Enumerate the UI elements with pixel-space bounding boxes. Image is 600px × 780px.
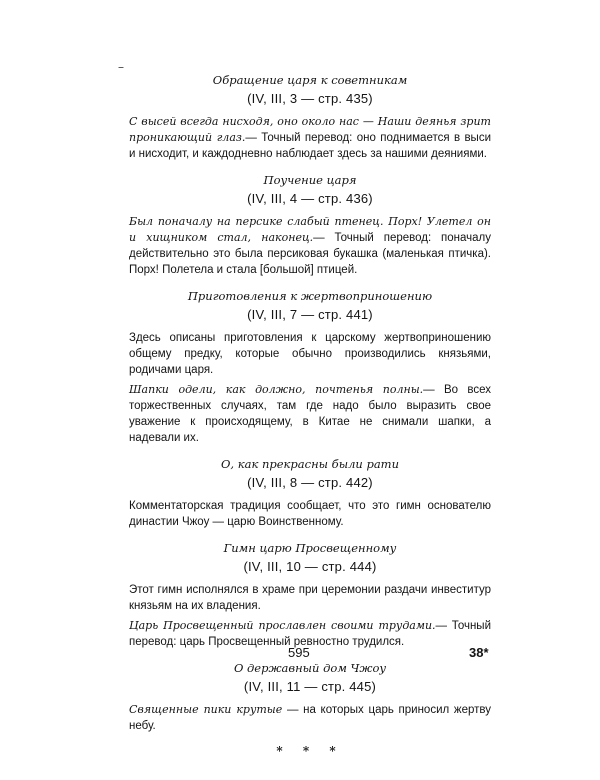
commentary-text: Здесь описаны приготовления к царскому жертвоприношению общему предку, которые обычно производились князьями, родичами царя. <box>129 332 491 376</box>
margin-mark: – <box>118 60 124 74</box>
commentary-text: Этот гимн исполнялся в храме при церемонии раздачи инвеститур князьям на их владения. <box>129 584 491 612</box>
section-divider: * * * <box>276 744 344 758</box>
section-heading: Обращение царя к советникам <box>212 73 408 87</box>
commentary-text: — Точный перевод: поначалу действительно это была персиковая букашка (маленькая птичка). Порх! Полетела и стала [большой] птицей. <box>129 232 492 276</box>
commentary-text: — Во всех торжественных случаях, там где надо было выразить свое уважение к происходящему, в Китае не снимали шапки, а надевали их. <box>129 384 491 444</box>
section-reference: (IV, III, 11 — стр. 445) <box>243 679 377 694</box>
quoted-verse: Шапки одели, как должно, почтенья полны. <box>129 383 424 396</box>
section <box>129 456 491 530</box>
section-reference: (IV, III, 7 — стр. 441) <box>247 307 373 322</box>
section <box>129 72 491 162</box>
paragraph <box>129 498 491 530</box>
section-reference: (IV, III, 4 — стр. 436) <box>247 191 373 206</box>
paragraph <box>129 582 491 614</box>
section-heading: Поучение царя <box>263 173 357 187</box>
paragraph <box>129 702 491 734</box>
section <box>129 172 491 278</box>
commentary-text: Комментаторская традиция сообщает, что это гимн основателю династии Чжоу — царю Воинственному. <box>129 500 491 528</box>
quoted-verse: С высей всегда нисходя, оно около нас — Наши деянья зрит проникающий глаз. <box>129 115 491 144</box>
page-number: 595 <box>288 645 310 660</box>
section-heading: Гимн царю Просвещенному <box>223 541 397 555</box>
commentary-body <box>129 72 491 758</box>
section-reference: (IV, III, 10 — стр. 444) <box>243 559 377 574</box>
paragraph <box>129 382 491 446</box>
paragraph <box>129 618 491 650</box>
section <box>129 288 491 446</box>
quoted-verse: Священные пики крутые <box>129 703 283 716</box>
section-heading: Приготовления к жертвоприношению <box>187 289 433 303</box>
section <box>129 660 491 734</box>
section-heading: О державный дом Чжоу <box>233 661 387 675</box>
quoted-verse: Был поначалу на персике слабый птенец. Порх! Улетел он и хищником стал, наконец. <box>129 215 491 244</box>
commentary-text: — Точный перевод: царь Просвещенный ревностно трудился. <box>129 620 491 648</box>
section <box>129 540 491 650</box>
paragraph <box>129 214 491 278</box>
section-reference: (IV, III, 8 — стр. 442) <box>247 475 373 490</box>
section-heading: О, как прекрасны были рати <box>221 457 399 471</box>
paragraph <box>129 330 491 378</box>
paragraph <box>129 114 491 162</box>
commentary-text: — Точный перевод: оно поднимается в выси и нисходит, и каждодневно наблюдает здесь за нашими деяниями. <box>129 132 491 160</box>
quoted-verse: Царь Просвещенный прославлен своими трудами. <box>129 619 436 632</box>
commentary-text: — на которых царь приносил жертву небу. <box>129 704 491 732</box>
section-reference: (IV, III, 3 — стр. 435) <box>247 91 373 106</box>
signature-mark: 38* <box>469 645 489 660</box>
